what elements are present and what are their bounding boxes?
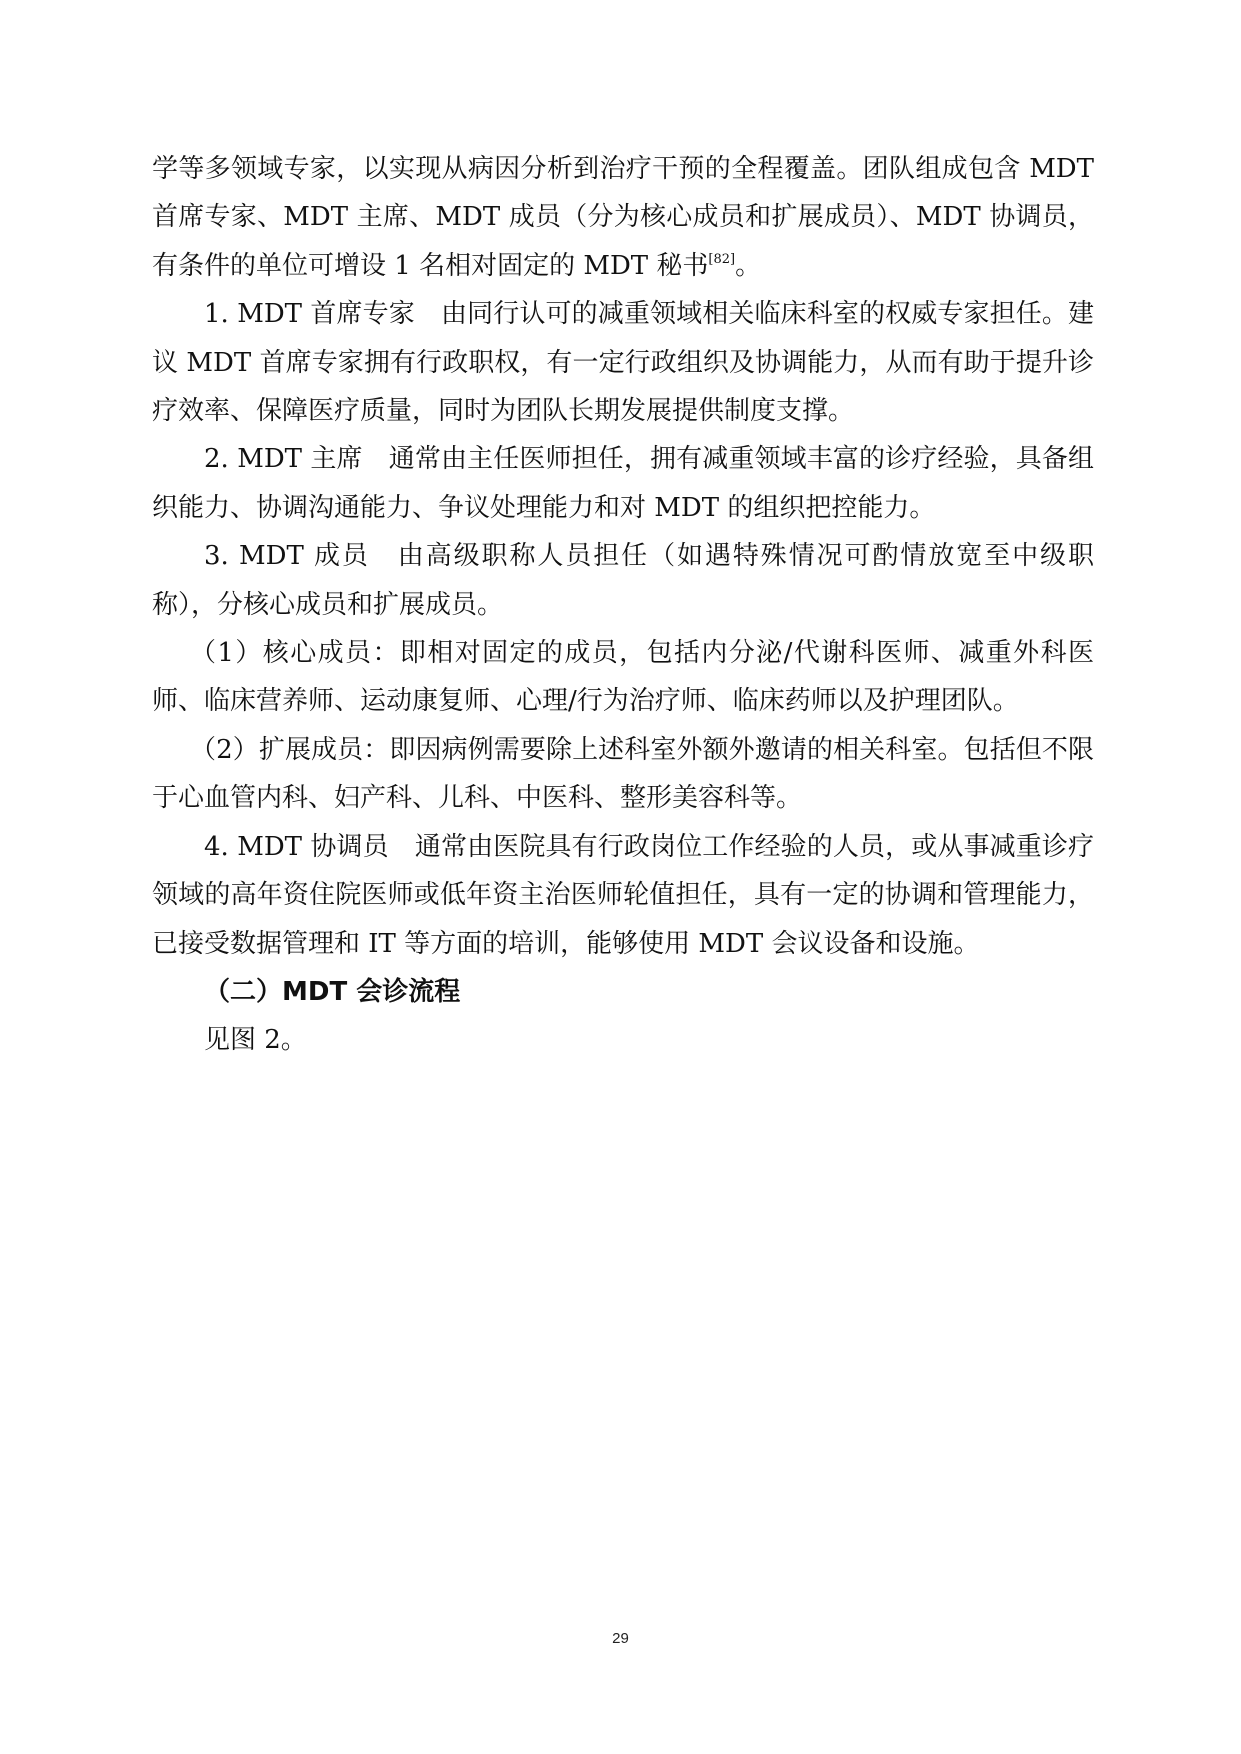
paragraph-extended-members xyxy=(152,726,1094,823)
item-label: 3. MDT 成员 xyxy=(204,541,370,572)
figure-reference: 见图 2。 xyxy=(204,1025,307,1056)
paragraph-team-composition xyxy=(152,145,1094,290)
page-number: 29 xyxy=(612,1630,629,1647)
item-label: 1. MDT 首席专家 xyxy=(204,299,415,330)
citation-reference[interactable]: [82] xyxy=(708,251,736,267)
paragraph-core-members xyxy=(152,629,1094,726)
paragraph-text: 通常由主任医师担任，拥有减重领域丰富的诊疗经验，具备组织能力、协调沟通能力、争议处理能力和对 MDT 的组织把控能力。 xyxy=(152,444,1094,523)
item-label: 4. MDT 协调员 xyxy=(204,831,389,862)
paragraph-text: 学等多领域专家，以实现从病因分析到治疗干预的全程覆盖。团队组成包含 MDT 首席专家、MDT 主席、MDT 成员（分为核心成员和扩展成员）、MDT 协调员，有条件的单位可增设 1 名相对固定的 MDT 秘书 xyxy=(152,154,1094,281)
paragraph-text: 通常由医院具有行政岗位工作经验的人员，或从事减重诊疗领域的高年资住院医师或低年资主治医师轮值担任，具有一定的协调和管理能力，已接受数据管理和 IT 等方面的培训，能够使用 MDT 会议设备和设施。 xyxy=(152,831,1094,959)
section-heading: （二）MDT 会诊流程 xyxy=(204,976,461,1007)
paragraph-text: （1）核心成员：即相对固定的成员，包括内分泌/代谢科医师、减重外科医师、临床营养师、运动康复师、心理/行为治疗师、临床药师以及护理团队。 xyxy=(152,638,1094,717)
item-label: 2. MDT 主席 xyxy=(204,444,363,475)
paragraph-end: 。 xyxy=(735,250,762,281)
paragraph-members xyxy=(152,532,1094,629)
paragraph-chairman xyxy=(152,435,1094,532)
paragraph-text: （2）扩展成员：即因病例需要除上述科室外额外邀请的相关科室。包括但不限于心血管内科、妇产科、儿科、中医科、整形美容科等。 xyxy=(152,734,1094,814)
paragraph-text: 由同行认可的减重领域相关临床科室的权威专家担任。建议 MDT 首席专家拥有行政职权，有一定行政组织及协调能力，从而有助于提升诊疗效率、保障医疗质量，同时为团队长期发展提供制度支撑。 xyxy=(152,299,1094,427)
paragraph-coordinator xyxy=(152,823,1094,968)
paragraph-text: 由高级职称人员担任（如遇特殊情况可酌情放宽至中级职称），分核心成员和扩展成员。 xyxy=(152,541,1094,620)
page-body xyxy=(152,145,1094,1065)
paragraph-chief-expert xyxy=(152,290,1094,435)
